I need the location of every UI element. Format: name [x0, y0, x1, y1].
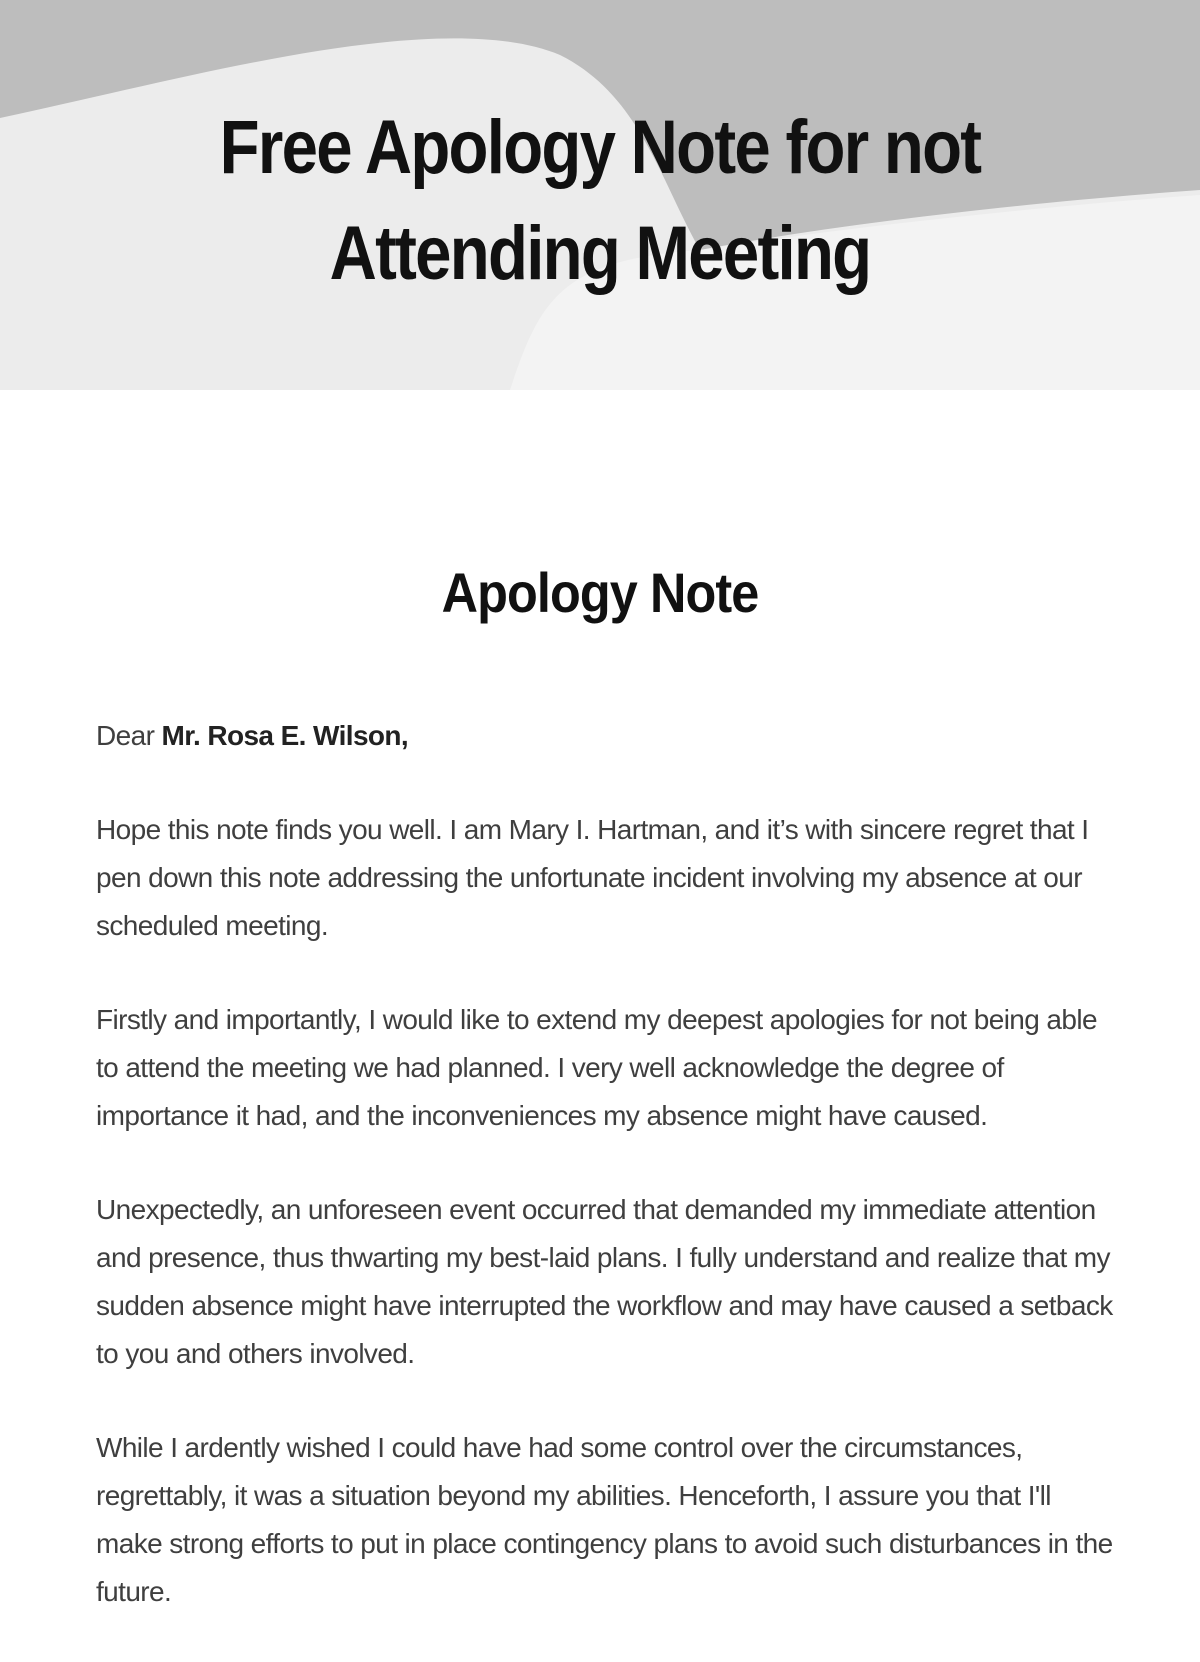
header-banner	[0, 0, 1200, 390]
greeting-prefix: Dear	[96, 720, 162, 751]
greeting	[96, 712, 1116, 760]
note-heading: Apology Note	[441, 561, 759, 624]
letter-body	[96, 712, 1116, 1662]
recipient-name: Mr. Rosa E. Wilson,	[161, 720, 409, 751]
paragraph: Firstly and importantly, I would like to extend my deepest apologies for not being able to attend the meeting we had planned. I very well acknowledge the degree of importance it had, and the inconveniences my absence might have caused.	[96, 1004, 1097, 1131]
page-title: Free Apology Note for not Attending Meeting	[219, 105, 981, 296]
paragraph: Unexpectedly, an unforeseen event occurred that demanded my immediate attention and presence, thus thwarting my best-laid plans. I fully understand and realize that my sudden absence might have interrupted the workflow and may have caused a setback to you and others involved.	[96, 1194, 1113, 1369]
paragraph: Hope this note finds you well. I am Mary I. Hartman, and it’s with sincere regret that I pen down this note addressing the unfortunate incident involving my absence at our scheduled meeting.	[96, 814, 1089, 941]
paragraph: While I ardently wished I could have had some control over the circumstances, regrettably, it was a situation beyond my abilities. Henceforth, I assure you that I'll make strong efforts to put in place contingency plans to avoid such disturbances in the future.	[96, 1432, 1113, 1607]
